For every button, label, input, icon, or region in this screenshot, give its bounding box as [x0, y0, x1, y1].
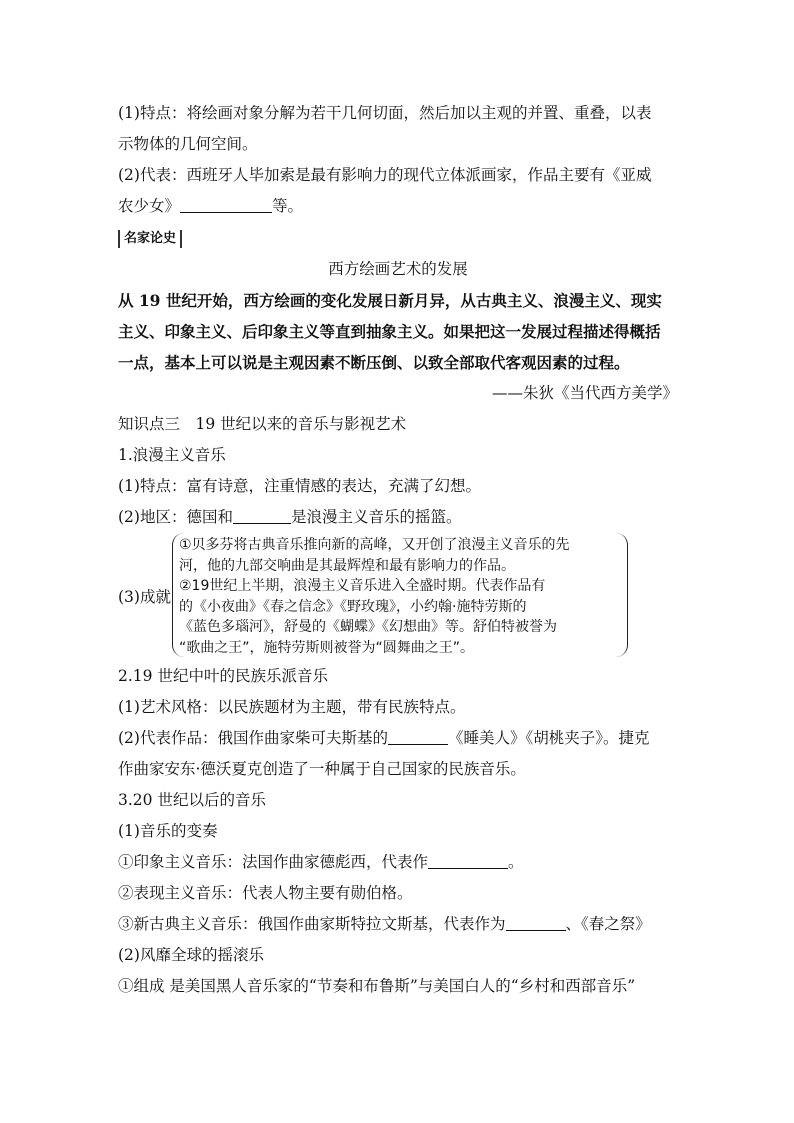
- achievement-line: 河，他的九部交响曲是其最辉煌和最有影响力的作品。: [179, 557, 515, 574]
- achievement-line: 《蓝色多瑙河》，舒曼的《蝴蝶》《幻想曲》等。舒伯特被誉为: [179, 619, 557, 636]
- text-span: (2)代表作品：俄国作曲家柴可夫斯基的: [118, 729, 388, 747]
- text-line: (2)风靡全球的摇滚乐: [118, 946, 264, 964]
- text-line: [118, 502, 678, 533]
- section-heading: 3.20 世纪以后的音乐: [118, 791, 266, 809]
- achievement-line: ①贝多芬将古典音乐推向新的高峰，又开创了浪漫主义音乐的先: [179, 537, 570, 553]
- essay-line: 主义、印象主义、后印象主义等直到抽象主义。如果把这一发展过程描述得概括: [118, 322, 661, 341]
- text-span: (2)地区：德国和: [118, 508, 233, 526]
- section-tag: 名家论史: [118, 230, 182, 248]
- fill-blank[interactable]: [233, 505, 291, 524]
- essay-line: 从 19 世纪开始，西方绘画的变化发展日新月异，从古典主义、浪漫主义、现实: [118, 291, 662, 310]
- achievement-label: (3)成就: [118, 588, 171, 606]
- section-heading: 1.浪漫主义音乐: [118, 446, 226, 464]
- section-heading: 2.19 世纪中叶的民族乐派音乐: [118, 667, 328, 685]
- document-body: [118, 98, 678, 1002]
- text-line: (1)特点：将绘画对象分解为若干几何切面，然后加以主观的并置、重叠，以表: [118, 104, 652, 122]
- fill-blank[interactable]: [428, 850, 508, 869]
- essay-source: ——朱狄《当代西方美学》: [491, 384, 678, 402]
- fill-blank[interactable]: [506, 912, 566, 931]
- text-span: 、《春之祭》: [565, 915, 651, 933]
- text-span: ③新古典主义音乐：俄国作曲家斯特拉文斯基，代表作为: [118, 915, 506, 933]
- achievement-line: “歌曲之王”，施特劳斯则被誉为“圆舞曲之王”。: [179, 639, 475, 656]
- text-line: [118, 191, 678, 222]
- text-line: (1)特点：富有诗意，注重情感的表达，充满了幻想。: [118, 477, 481, 495]
- text-line: ①组成 是美国黑人音乐家的“节奏和布鲁斯”与美国白人的“乡村和西部音乐”: [118, 977, 636, 995]
- text-line: (2)代表：西班牙人毕加索是最有影响力的现代立体派画家，作品主要有《亚威: [118, 166, 652, 184]
- fill-blank[interactable]: [388, 726, 448, 745]
- fill-blank[interactable]: [180, 194, 272, 213]
- text-span: 农少女》: [118, 197, 181, 215]
- text-line: ②表现主义音乐：代表人物主要有勋伯格。: [118, 884, 413, 902]
- achievement-line: 的《小夜曲》《春之信念》《野玫瑰》，小约翰·施特劳斯的: [179, 598, 527, 615]
- text-line: (1)音乐的变奏: [118, 822, 218, 840]
- knowledge-heading: 知识点三 19 世纪以来的音乐与影视艺术: [118, 415, 407, 433]
- text-line: [118, 847, 678, 878]
- text-span: 是浪漫主义音乐的摇篮。: [290, 508, 462, 526]
- text-span: 。: [508, 853, 524, 871]
- text-line: [118, 723, 678, 754]
- text-line: 示物体的几何空间。: [118, 135, 258, 153]
- essay-line: 一点，基本上可以说是主观因素不断压倒、以致全部取代客观因素的过程。: [118, 353, 630, 372]
- text-span: 等。: [272, 197, 304, 215]
- essay-title: 西方绘画艺术的发展: [328, 260, 468, 278]
- achievement-brace-box: [172, 533, 628, 657]
- text-line: [118, 909, 678, 940]
- achievement-line: ②19世纪上半期，浪漫主义音乐进入全盛时期。代表作品有: [179, 578, 546, 595]
- text-line: 作曲家安东·德沃夏克创造了一种属于自己国家的民族音乐。: [118, 760, 526, 778]
- text-span: ①印象主义音乐：法国作曲家德彪西，代表作: [118, 853, 429, 871]
- achievement-block: [118, 533, 678, 661]
- text-line: (1)艺术风格：以民族题材为主题，带有民族特点。: [118, 698, 466, 716]
- text-span: 《睡美人》《胡桃夹子》。捷克: [447, 729, 650, 747]
